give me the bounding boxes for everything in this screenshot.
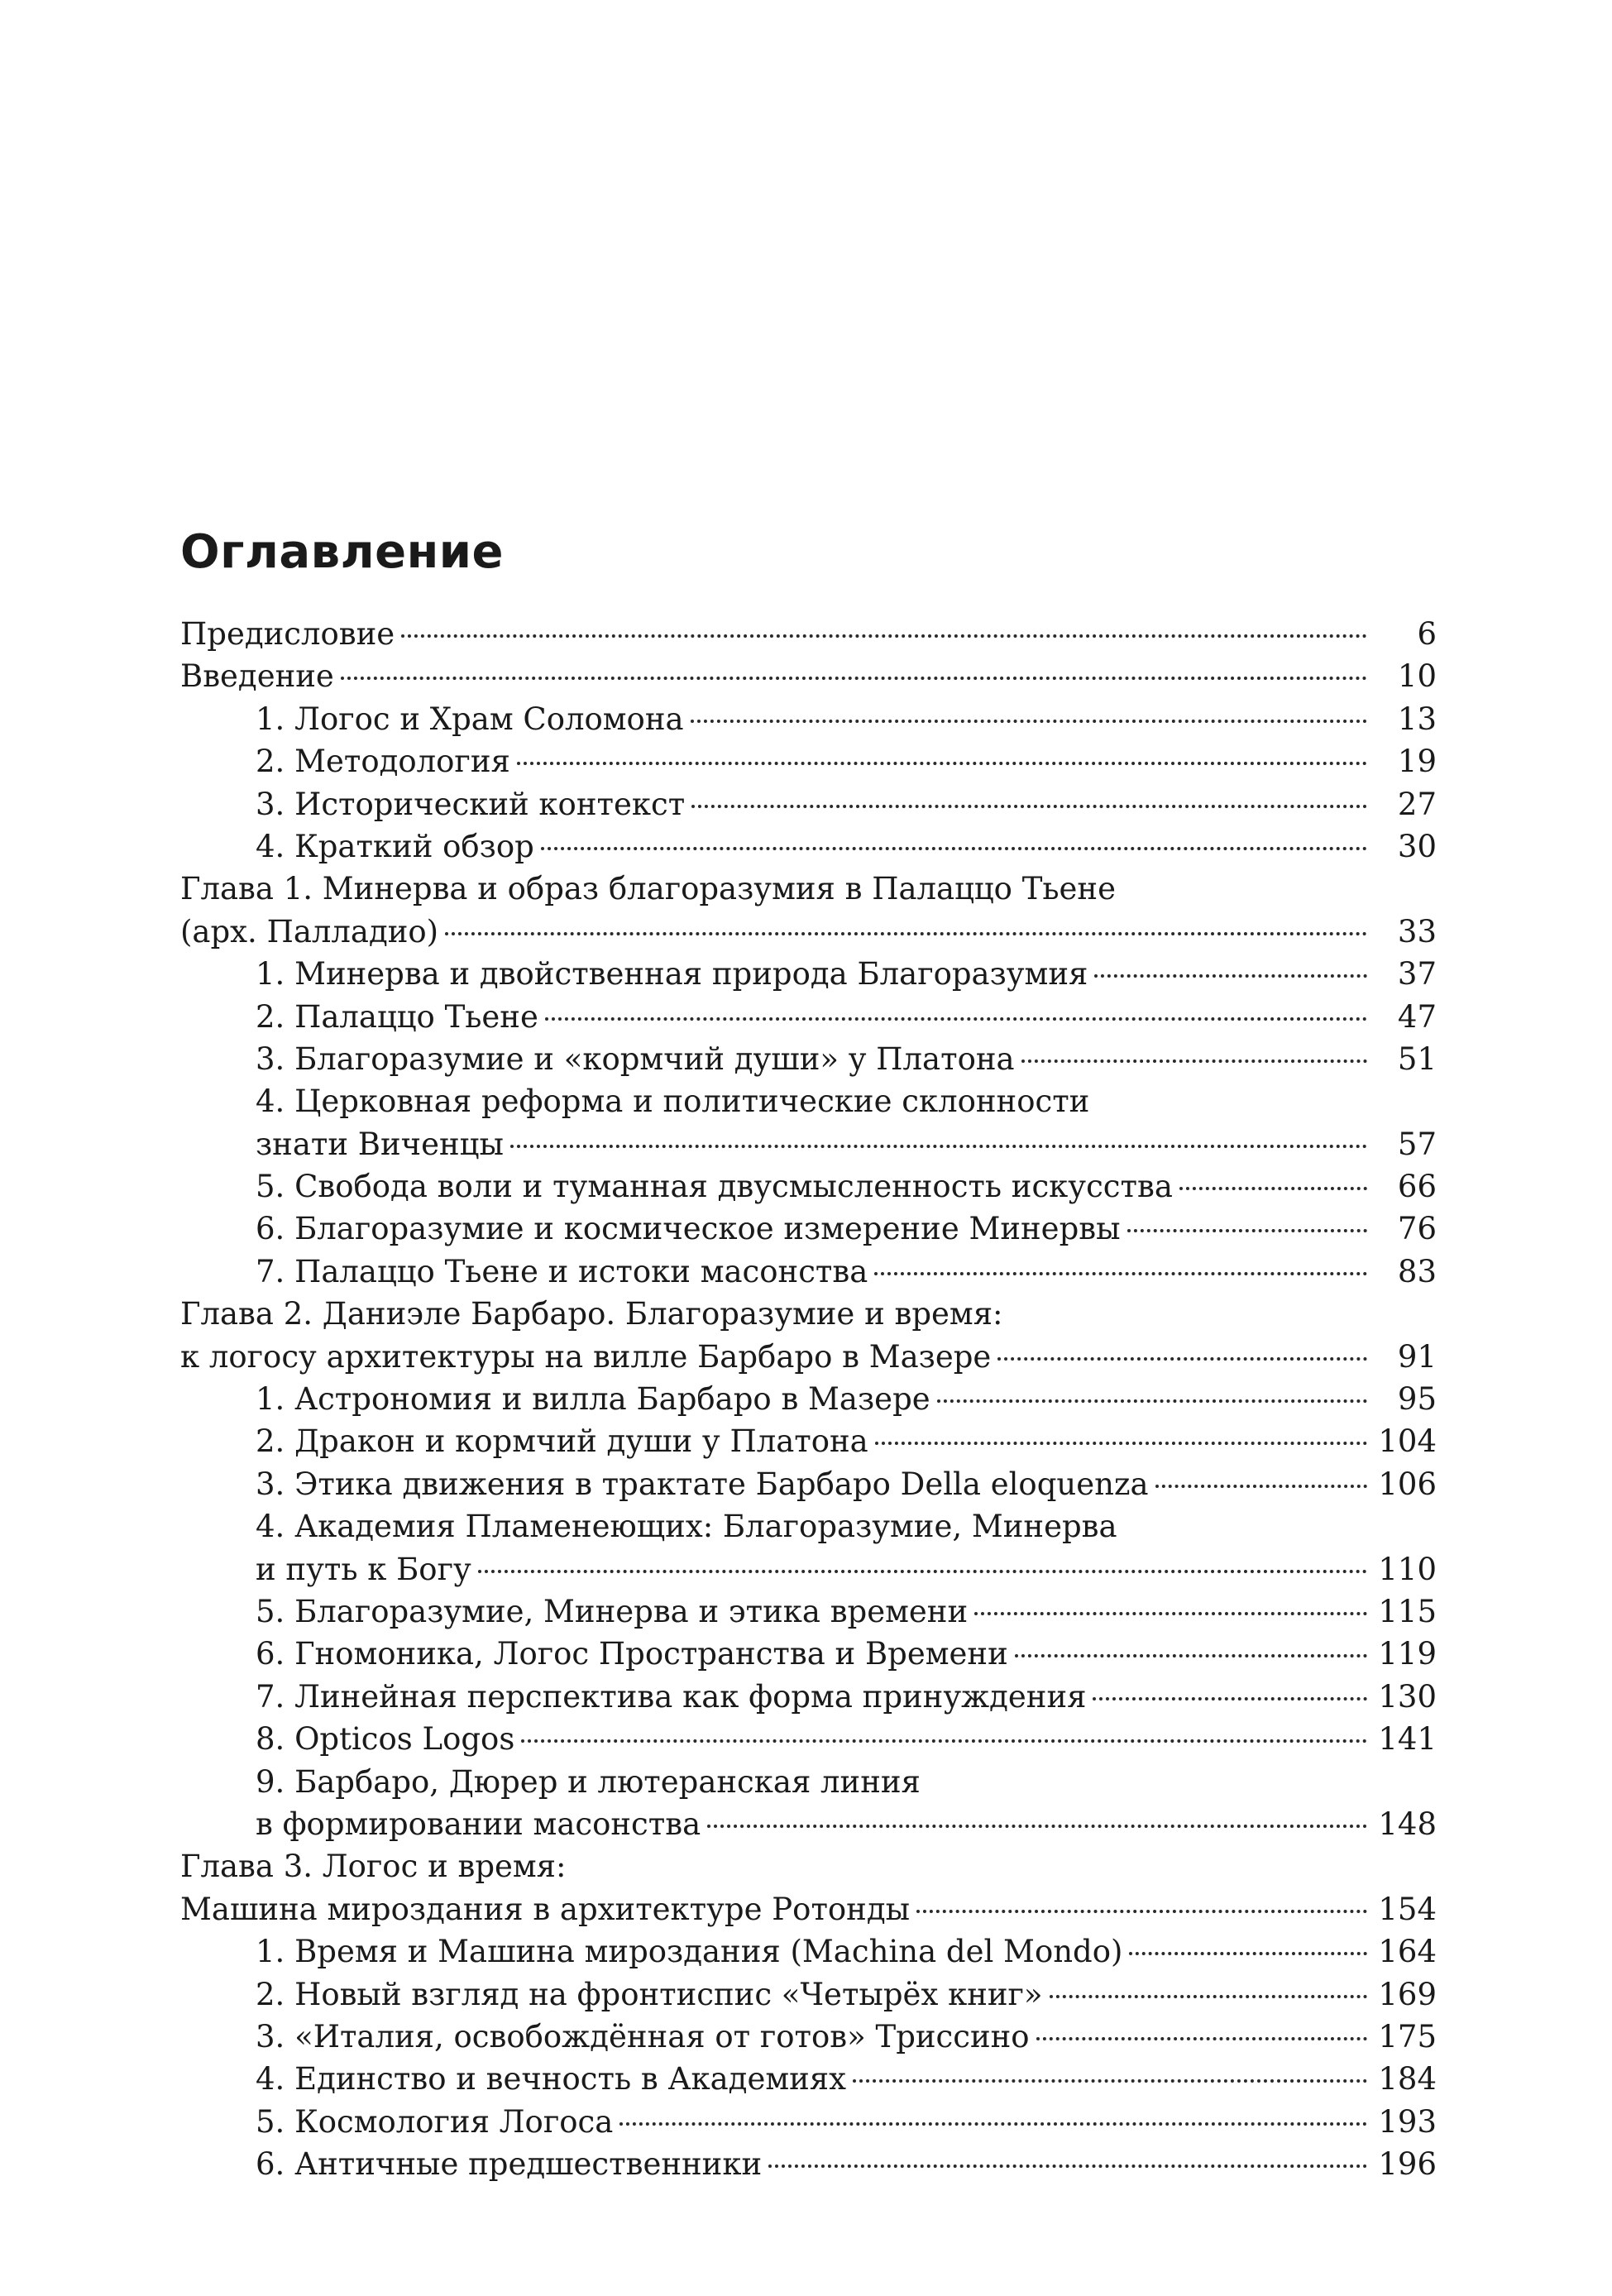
toc-entry-title: 2. Дракон и кормчий души у Платона [256,1423,868,1460]
toc-entry-title: 1. Логос и Храм Соломона [256,701,684,737]
toc-entry [180,1845,1437,1887]
toc-page-number: 193 [1378,2103,1437,2140]
toc-page-number: 106 [1378,1466,1437,1502]
toc-page-number: 115 [1378,1593,1437,1629]
toc-page-number: 164 [1378,1934,1437,1970]
toc-entry-title: 3. Этика движения в трактате Барбаро Della eloquenza [256,1466,1149,1502]
toc-entry-title: в формировании масонства [256,1806,701,1842]
toc-entry-title: 2. Палаццо Тьене [256,998,538,1035]
toc-entry [180,783,1437,825]
toc-page-number: 95 [1397,1381,1437,1418]
toc-entry [180,1165,1437,1208]
toc-entry [180,740,1437,782]
toc-page-number: 76 [1397,1211,1437,1247]
dot-leader [874,1272,1367,1275]
toc-entry [180,1038,1437,1080]
dot-leader [521,1739,1367,1743]
dot-leader [1094,974,1367,978]
toc-entry [180,1888,1437,1930]
toc-entry [180,953,1437,995]
dot-leader [1036,2037,1367,2040]
toc-entry-title: (арх. Палладио) [180,913,439,949]
toc-page-number: 47 [1397,998,1437,1035]
toc-page-number: 57 [1397,1126,1437,1162]
toc-page-number: 104 [1378,1423,1437,1460]
toc-page-number: 169 [1378,1976,1437,2012]
toc-entry [180,1505,1437,1547]
toc-page-number: 119 [1378,1636,1437,1672]
toc-entry-title: Предисловие [180,616,395,652]
toc-entry-title: 7. Палаццо Тьене и истоки масонства [256,1253,868,1289]
dot-leader [1093,1697,1367,1700]
dot-leader [1129,1952,1367,1955]
toc-entry-title: 4. Академия Пламенеющих: Благоразумие, Минерва [256,1509,1117,1545]
dot-leader [1015,1654,1367,1657]
toc-entry-title: 6. Благоразумие и космическое измерение Минервы [256,1211,1121,1247]
toc-entry-title: 6. Античные предшественники [256,2146,763,2183]
toc-page-number: 141 [1378,1721,1437,1758]
toc-entry-title: 7. Линейная перспектива как форма принуждения [256,1678,1087,1715]
toc-entry [180,1251,1437,1293]
toc-page-number: 196 [1378,2146,1437,2183]
toc-page-number: 66 [1397,1169,1437,1205]
toc-entry [180,1080,1437,1122]
toc-entry [180,2016,1437,2058]
toc-page-number: 6 [1417,616,1437,652]
toc-page-number: 154 [1378,1891,1437,1927]
toc-entry [180,1123,1437,1165]
toc-page-number: 175 [1378,2018,1437,2054]
dot-leader [510,1145,1367,1148]
toc-entry-title: 3. «Италия, освобождённая от готов» Триссино [256,2018,1030,2054]
toc-entry-title: 1. Минерва и двойственная природа Благоразумия [256,956,1088,993]
toc-entry [180,1930,1437,1973]
toc-page-number: 184 [1378,2061,1437,2097]
dot-leader [517,762,1367,765]
toc-entry [180,2058,1437,2100]
toc-entry-title: 9. Барбаро, Дюрер и лютеранская линия [256,1763,921,1800]
toc-entry-title: 8. Opticos Logos [256,1721,515,1758]
toc-entry [180,1420,1437,1462]
toc-entry [180,1590,1437,1633]
toc-entry-title: Введение [180,658,334,695]
toc-entry-title: 1. Астрономия и вилла Барбаро в Мазере [256,1381,930,1418]
page-title: Оглавление [180,525,505,579]
toc-page-number: 91 [1397,1338,1437,1375]
toc-entry [180,1761,1437,1803]
toc-entry [180,1463,1437,1505]
toc-entry-title: Глава 1. Минерва и образ благоразумия в Палаццо Тьене [180,871,1116,907]
dot-leader [401,634,1367,638]
toc-entry-title: 4. Краткий обзор [256,828,534,864]
dot-leader [445,932,1367,935]
toc-page-number: 27 [1397,786,1437,822]
dot-leader [1179,1187,1367,1190]
table-of-contents [180,613,1437,2185]
toc-entry [180,1676,1437,1718]
dot-leader [1021,1060,1367,1063]
toc-entry [180,1548,1437,1590]
toc-entry [180,825,1437,868]
toc-entry-title: и путь к Богу [256,1551,471,1587]
toc-entry-title: 6. Гномоника, Логос Пространства и Времени [256,1636,1008,1672]
dot-leader [691,720,1367,723]
dot-leader [341,677,1367,680]
toc-entry [180,911,1437,953]
toc-page-number: 130 [1378,1678,1437,1715]
dot-leader [916,1910,1367,1913]
toc-entry-title: Глава 3. Логос и время: [180,1849,567,1885]
toc-page-number: 148 [1378,1806,1437,1842]
toc-entry [180,1336,1437,1378]
toc-entry-title: к логосу архитектуры на вилле Барбаро в Мазере [180,1338,992,1375]
toc-entry-title: знати Виченцы [256,1126,504,1162]
toc-page-number: 30 [1397,828,1437,864]
toc-entry-title: 3. Исторический контекст [256,786,686,822]
toc-page-number: 13 [1397,701,1437,737]
dot-leader [541,847,1367,850]
toc-entry [180,698,1437,740]
toc-entry-title: Машина мироздания в архитектуре Ротонды [180,1891,911,1927]
toc-entry-title: 5. Благоразумие, Минерва и этика времени [256,1593,969,1629]
dot-leader [853,2079,1367,2083]
toc-entry [180,1293,1437,1335]
toc-entry [180,2143,1437,2185]
toc-entry-title: 3. Благоразумие и «кормчий души» у Платона [256,1040,1015,1077]
toc-entry [180,613,1437,655]
toc-entry-title: 4. Церковная реформа и политические склонности [256,1083,1090,1120]
toc-entry [180,2101,1437,2143]
toc-entry [180,1378,1437,1420]
toc-entry-title: Глава 2. Даниэле Барбаро. Благоразумие и время: [180,1296,1003,1332]
dot-leader [1050,1995,1367,1998]
toc-entry [180,1718,1437,1760]
dot-leader [974,1612,1367,1615]
toc-entry-title: 2. Методология [256,744,510,780]
toc-entry [180,868,1437,910]
toc-entry-title: 5. Космология Логоса [256,2103,614,2140]
dot-leader [707,1825,1367,1828]
toc-entry-title: 5. Свобода воли и туманная двусмысленность искусства [256,1169,1173,1205]
toc-page-number: 37 [1397,956,1437,993]
dot-leader [1127,1229,1367,1232]
toc-page-number: 110 [1378,1551,1437,1587]
toc-entry [180,655,1437,697]
toc-page-number: 19 [1397,744,1437,780]
toc-page-number: 51 [1397,1040,1437,1077]
toc-entry [180,1973,1437,2016]
toc-page-number: 83 [1397,1253,1437,1289]
toc-entry [180,1803,1437,1845]
dot-leader [691,805,1367,808]
dot-leader [937,1399,1367,1403]
toc-page-number: 33 [1397,913,1437,949]
toc-page-number: 10 [1397,658,1437,695]
toc-entry-title: 1. Время и Машина мироздания (Machina del Mondo) [256,1934,1123,1970]
toc-entry [180,1633,1437,1675]
dot-leader [875,1442,1367,1445]
toc-entry-title: 2. Новый взгляд на фронтиспис «Четырёх книг» [256,1976,1043,2012]
toc-entry-title: 4. Единство и вечность в Академиях [256,2061,847,2097]
dot-leader [619,2122,1367,2126]
dot-leader [997,1357,1367,1361]
dot-leader [1155,1485,1367,1488]
dot-leader [768,2164,1367,2168]
dot-leader [478,1570,1367,1573]
toc-entry [180,1208,1437,1250]
toc-entry [180,996,1437,1038]
dot-leader [545,1017,1367,1021]
